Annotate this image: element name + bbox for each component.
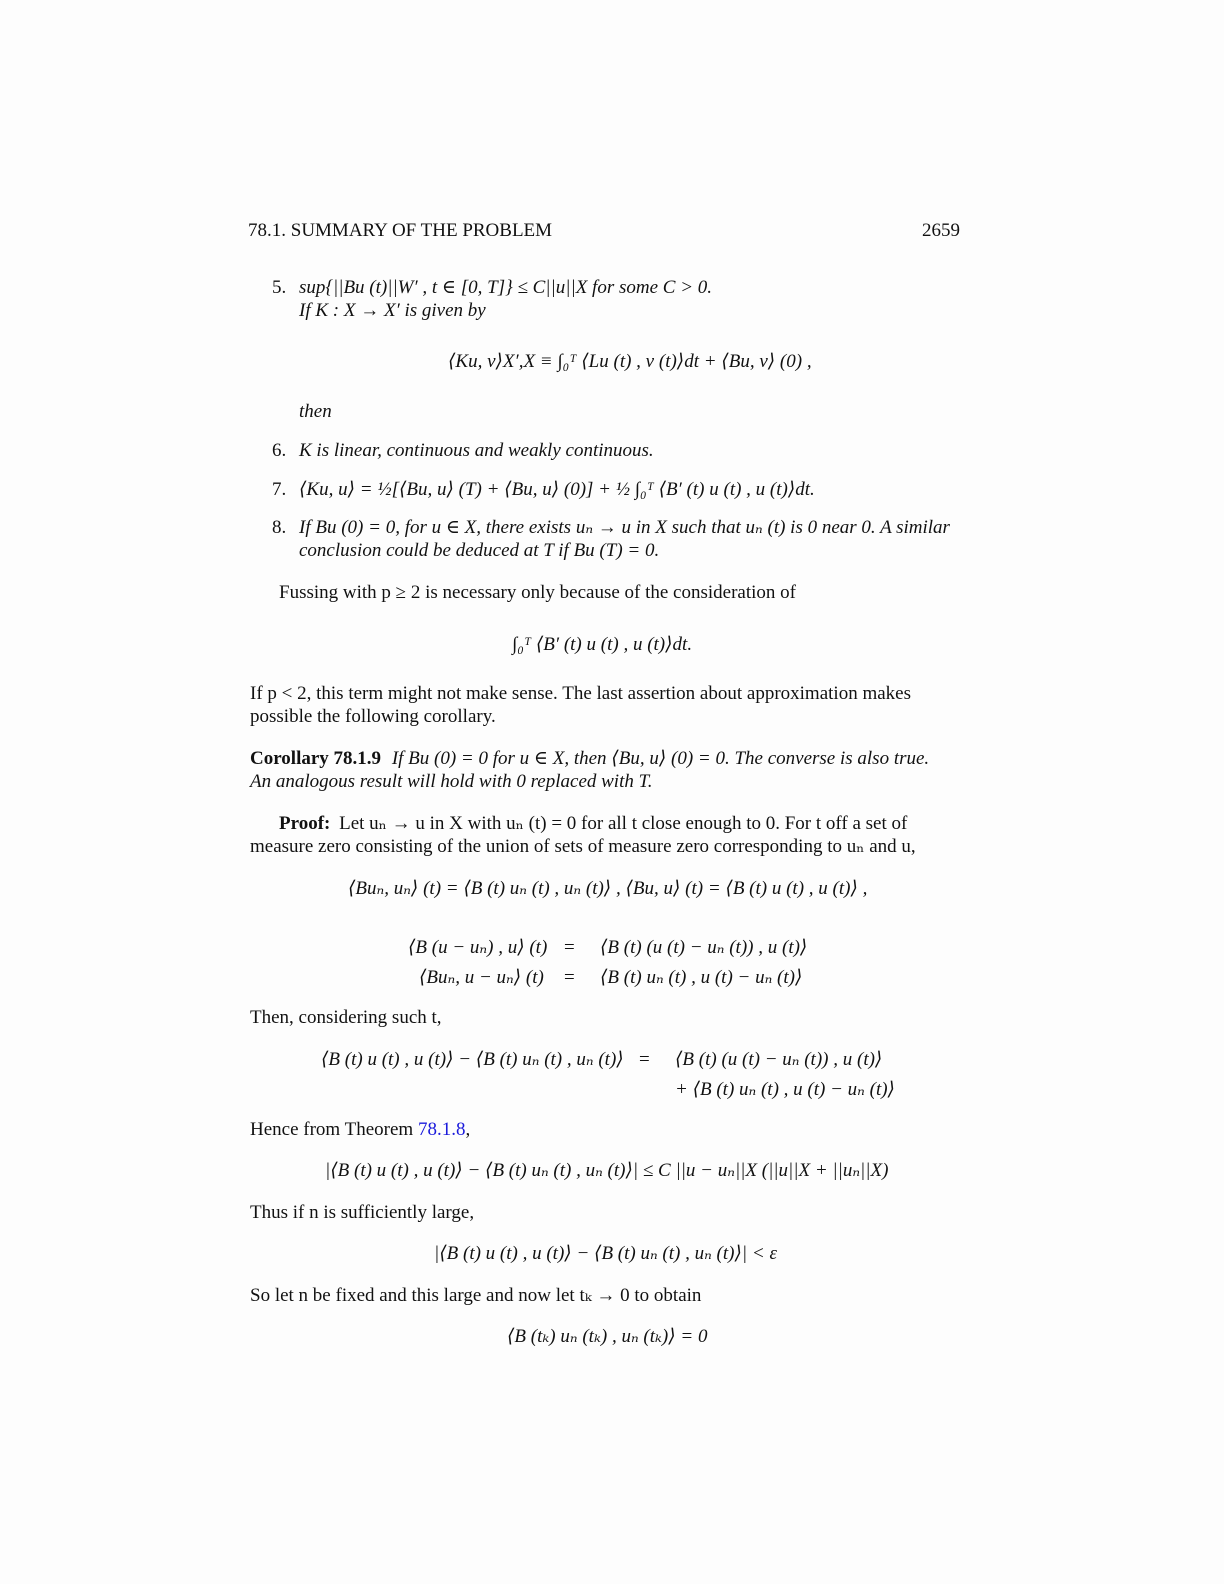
equation-c-lhs: ⟨Buₙ, u − uₙ⟩ (t) [419,967,544,988]
equation-K-definition: ⟨Ku, v⟩X′,X ≡ ∫₀ᵀ ⟨Lu (t) , v (t)⟩dt + ⟨Bu, v⟩ (0) , [448,351,812,372]
then-word: then [299,401,332,422]
corollary-line-1: If Bu (0) = 0 for u ∈ X, then ⟨Bu, u⟩ (0) = 0. The converse is also true. [391,748,930,769]
equation-g: ⟨B (tₖ) uₙ (tₖ) , uₙ (tₖ)⟩ = 0 [507,1326,708,1347]
equation-d-rhs-1: ⟨B (t) (u (t) − uₙ (t)) , u (t)⟩ [675,1049,883,1070]
list-item-8-line-1: If Bu (0) = 0, for u ∈ X, there exists uₙ → u in X such that uₙ (t) is 0 near 0. A similar [299,517,950,538]
paragraph-p-less-2-line-1: If p < 2, this term might not make sense. The last assertion about approximation makes [250,683,911,704]
list-item-8-line-2: conclusion could be deduced at T if Bu (T) = 0. [299,540,660,561]
running-header-section: 78.1. SUMMARY OF THE PROBLEM [248,220,553,241]
list-item-7-text: ⟨Ku, u⟩ = ½[⟨Bu, u⟩ (T) + ⟨Bu, u⟩ (0)] + ½ ∫₀ᵀ ⟨B′ (t) u (t) , u (t)⟩dt. [299,479,815,500]
equation-d-equals: = [639,1049,650,1070]
corollary-78-1-9 [250,747,929,771]
list-item-6-text: K is linear, continuous and weakly continuous. [299,440,654,461]
list-item-5-text: sup{||Bu (t)||W′ , t ∈ [0, T]} ≤ C||u||X for some C > 0. [299,277,713,298]
list-item-7-number: 7. [272,479,287,500]
then-considering: Then, considering such t, [250,1007,442,1028]
proof-label: Proof: [279,813,331,834]
proof-line-2: measure zero consisting of the union of sets of measure zero corresponding to uₙ and u, [250,836,916,857]
paragraph-fussing: Fussing with p ≥ 2 is necessary only because of the consideration of [279,582,796,603]
hence-text: Hence from Theorem [250,1119,414,1140]
equation-d-lhs: ⟨B (t) u (t) , u (t)⟩ − ⟨B (t) uₙ (t) , uₙ (t)⟩ [321,1049,624,1070]
corollary-line-2: An analogous result will hold with 0 replaced with T. [250,771,653,792]
equation-b-equals: = [564,937,575,958]
equation-d-rhs-2: + ⟨B (t) uₙ (t) , u (t) − uₙ (t)⟩ [675,1079,895,1100]
thus-text: Thus if n is sufficiently large, [250,1202,475,1223]
equation-b-rhs: ⟨B (t) (u (t) − uₙ (t)) , u (t)⟩ [600,937,808,958]
equation-e: |⟨B (t) u (t) , u (t)⟩ − ⟨B (t) uₙ (t) , uₙ (t)⟩| ≤ C ||u − uₙ||X (||u||X + ||uₙ||X) [325,1160,889,1181]
hence-from-theorem [250,1118,470,1142]
equation-a: ⟨Buₙ, uₙ⟩ (t) = ⟨B (t) uₙ (t) , uₙ (t)⟩ , ⟨Bu, u⟩ (t) = ⟨B (t) u (t) , u (t)⟩ , [348,878,868,899]
equation-c-equals: = [564,967,575,988]
equation-c-rhs: ⟨B (t) uₙ (t) , u (t) − uₙ (t)⟩ [600,967,803,988]
list-item-6-number: 6. [272,440,287,461]
list-item-8-number: 8. [272,517,287,538]
proof-line-1: Let uₙ → u in X with uₙ (t) = 0 for all t close enough to 0. For t off a set of [339,813,908,834]
equation-integral: ∫₀ᵀ ⟨B′ (t) u (t) , u (t)⟩dt. [512,634,693,655]
equation-f: |⟨B (t) u (t) , u (t)⟩ − ⟨B (t) uₙ (t) , uₙ (t)⟩| < ε [434,1243,777,1264]
so-let-text: So let n be fixed and this large and now let tₖ → 0 to obtain [250,1285,702,1306]
corollary-label: Corollary 78.1.9 [250,748,382,769]
proof-paragraph [279,812,907,836]
hence-comma: , [465,1119,471,1140]
theorem-78-1-8-link[interactable]: 78.1.8 [417,1119,466,1140]
equation-b-lhs: ⟨B (u − uₙ) , u⟩ (t) [408,937,548,958]
paragraph-p-less-2-line-2: possible the following corollary. [250,706,496,727]
list-item-5-continuation: If K : X → X′ is given by [299,300,486,321]
list-item-5-number: 5. [272,277,287,298]
page-number: 2659 [922,220,960,241]
